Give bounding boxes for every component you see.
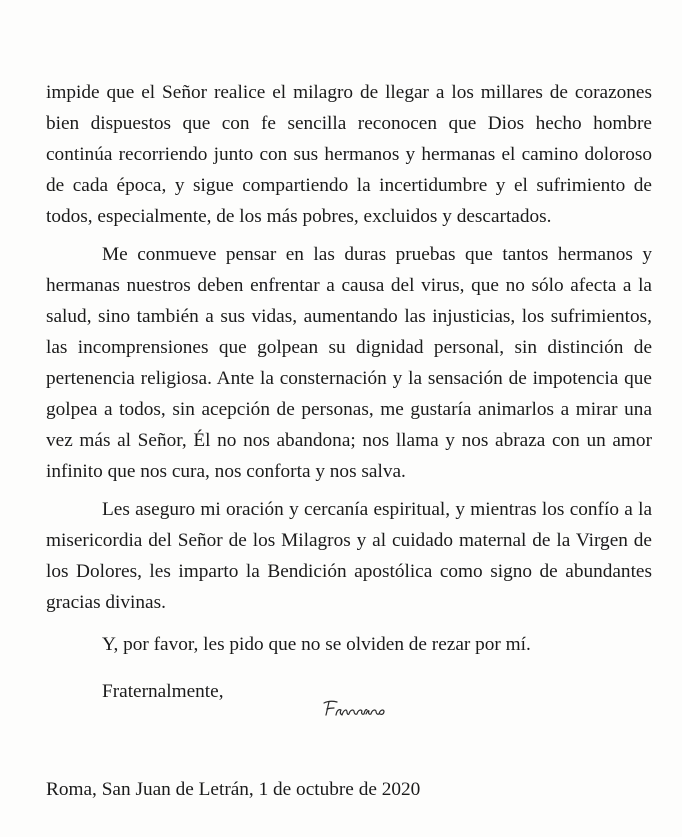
- request-line: Y, por favor, les pido que no se olviden de rezar por mí.: [102, 634, 531, 655]
- paragraph-2-line: hermanas nuestros deben enfrentar a causa del virus, que no sólo afecta a la: [46, 275, 652, 296]
- paragraph-3-line: Les aseguro mi oración y cercanía espiritual, y mientras los confío a la: [102, 499, 652, 520]
- paragraph-1-line: continúa recorriendo junto con sus hermanos y hermanas el camino doloroso: [46, 144, 652, 165]
- signature-image: [322, 697, 390, 719]
- paragraph-1-line: de cada época, y sigue compartiendo la incertidumbre y el sufrimiento de: [46, 175, 652, 196]
- place-date: Roma, San Juan de Letrán, 1 de octubre de 2020: [46, 779, 421, 800]
- paragraph-2-line: infinito que nos cura, nos conforta y nos salva.: [46, 461, 406, 482]
- paragraph-3-line: misericordia del Señor de los Milagros y al cuidado maternal de la Virgen de: [46, 530, 652, 551]
- paragraph-3-line: los Dolores, les imparto la Bendición apostólica como signo de abundantes: [46, 561, 652, 582]
- paragraph-2-line: salud, sino también a sus vidas, aumentando las injusticias, los sufrimientos,: [46, 306, 652, 327]
- paragraph-2-line: golpea a todos, sin acepción de personas, me gustaría animarlos a mirar una: [46, 399, 652, 420]
- paragraph-1-line: impide que el Señor realice el milagro de llegar a los millares de corazones: [46, 82, 652, 103]
- paragraph-2-line: las incomprensiones que golpean su dignidad personal, sin distinción de: [46, 337, 652, 358]
- paragraph-1-line: todos, especialmente, de los más pobres, excluidos y descartados.: [46, 206, 552, 227]
- paragraph-3: [46, 494, 652, 618]
- closing-salutation: Fraternalmente,: [102, 681, 224, 702]
- paragraph-1-line: bien dispuestos que con fe sencilla reconocen que Dios hecho hombre: [46, 113, 652, 134]
- paragraph-3-line: gracias divinas.: [46, 592, 166, 613]
- paragraph-2-line: pertenencia religiosa. Ante la consternación y la sensación de impotencia que: [46, 368, 652, 389]
- paragraph-2-line: vez más al Señor, Él no nos abandona; nos llama y nos abraza con un amor: [46, 430, 652, 451]
- paragraph-2-line: Me conmueve pensar en las duras pruebas que tantos hermanos y: [102, 244, 652, 265]
- paragraph-2: [46, 239, 652, 487]
- paragraph-1: [46, 77, 652, 232]
